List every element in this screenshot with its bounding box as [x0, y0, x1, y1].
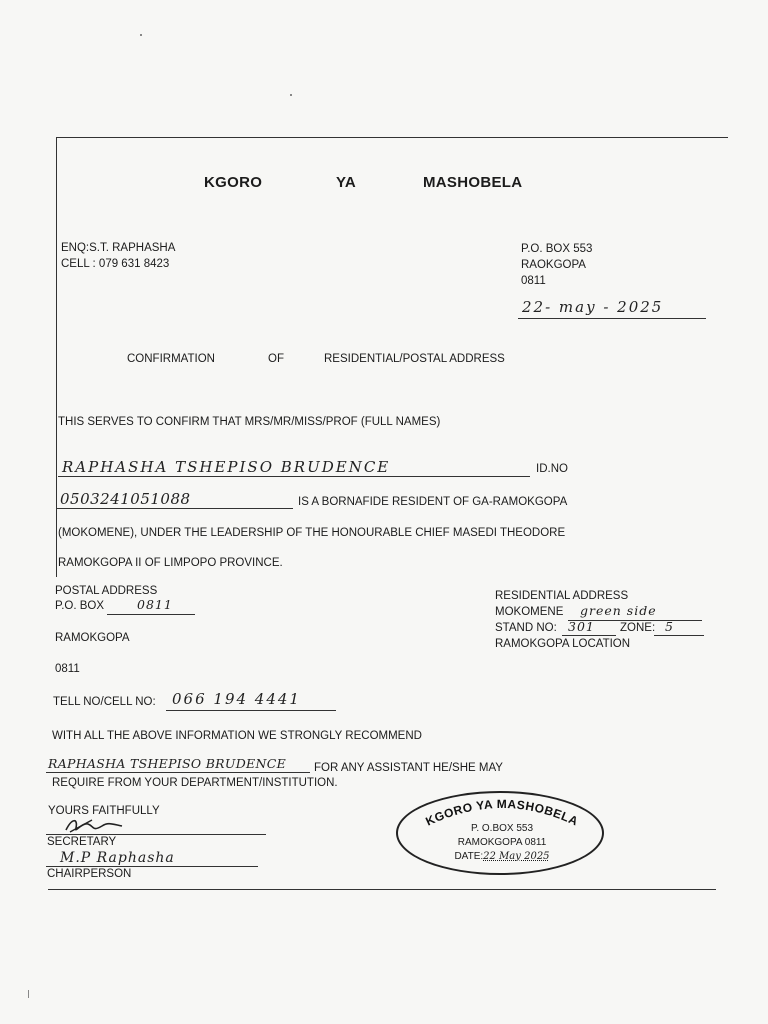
residential-location: RAMOKGOPA LOCATION: [495, 638, 631, 650]
phone-underline: [166, 710, 336, 711]
scan-speck: [290, 94, 292, 96]
frame-bottom-border: [48, 889, 716, 890]
stamp-town: RAMOKGOPA 0811: [457, 837, 547, 848]
title-mashobela: MASHOBELA: [423, 174, 523, 191]
secretary-signature-line: [46, 834, 266, 835]
office-code: 0811: [521, 275, 546, 287]
secretary-label: SECRETARY: [47, 836, 117, 848]
subject-address: RESIDENTIAL/POSTAL ADDRESS: [324, 353, 505, 365]
handwritten-date: 22- may - 2025: [522, 298, 664, 316]
stamp-box: P. O.BOX 553: [470, 823, 534, 834]
leadership-line: (MOKOMENE), UNDER THE LEADERSHIP OF THE HONOURABLE CHIEF MASEDI THEODORE: [58, 527, 566, 539]
scan-speck: [28, 990, 29, 998]
title-kgoro: KGORO: [204, 174, 263, 191]
recommend-line-3: REQUIRE FROM YOUR DEPARTMENT/INSTITUTION.: [52, 777, 338, 789]
postal-heading: POSTAL ADDRESS: [55, 585, 158, 597]
recommend-tail: FOR ANY ASSISTANT HE/SHE MAY: [314, 762, 503, 774]
phone-label: TELL NO/CELL NO:: [53, 696, 156, 708]
handwritten-area: green side: [580, 603, 657, 618]
handwritten-full-name: RAPHASHA TSHEPISO BRUDENCE: [62, 458, 391, 476]
resident-statement: IS A BORNAFIDE RESIDENT OF GA-RAMOKGOPA: [298, 496, 568, 508]
handwritten-recommended-name: RAPHASHA TSHEPISO BRUDENCE: [48, 756, 287, 771]
province-line: RAMOKGOPA II OF LIMPOPO PROVINCE.: [58, 557, 283, 569]
postal-town: RAMOKGOPA: [55, 632, 130, 644]
stand-underline: [562, 635, 616, 636]
stamp-arc-text: [398, 793, 606, 877]
postal-box-label: P.O. BOX: [55, 600, 105, 612]
frame-left-border: [56, 137, 57, 577]
handwritten-phone: 066 194 4441: [172, 690, 301, 708]
cell-line: CELL : 079 631 8423: [61, 258, 170, 270]
subject-of: OF: [268, 353, 284, 365]
name-underline: [58, 476, 530, 477]
official-stamp: [396, 791, 604, 875]
handwritten-zone: 5: [665, 619, 674, 634]
chairperson-label: CHAIRPERSON: [47, 868, 132, 880]
stamp-date-row: [398, 851, 606, 862]
stamp-date-value: 22 May 2025: [483, 851, 550, 862]
handwritten-id-number: 0503241051088: [60, 490, 191, 508]
residential-area-label: MOKOMENE: [495, 606, 564, 618]
scan-speck: [140, 34, 142, 36]
postal-box-underline: [107, 614, 195, 615]
frame-top-border: [56, 137, 728, 138]
chairperson-signature: M.P Raphasha: [60, 850, 175, 866]
id-underline: [57, 508, 293, 509]
postal-code: 0811: [55, 663, 80, 675]
closing-text: YOURS FAITHFULLY: [48, 805, 160, 817]
date-underline: [518, 318, 706, 319]
stamp-date-label: DATE:: [454, 851, 484, 862]
office-box: P.O. BOX 553: [521, 243, 593, 255]
recommend-underline: [46, 772, 310, 773]
residential-heading: RESIDENTIAL ADDRESS: [495, 590, 629, 602]
enquiry-line: ENQ:S.T. RAPHASHA: [61, 242, 176, 254]
handwritten-stand: 301: [568, 619, 595, 634]
stand-label: STAND NO:: [495, 622, 557, 634]
secretary-signature: [62, 814, 132, 836]
office-town: RAOKGOPA: [521, 259, 586, 271]
title-ya: YA: [336, 174, 357, 191]
id-label: ID.NO: [536, 463, 568, 475]
zone-underline: [654, 635, 704, 636]
handwritten-postal-box: 0811: [137, 597, 173, 612]
confirm-intro: THIS SERVES TO CONFIRM THAT MRS/MR/MISS/PROF (FULL NAMES): [58, 416, 441, 428]
chairperson-signature-line: [46, 866, 258, 867]
recommend-line: WITH ALL THE ABOVE INFORMATION WE STRONGLY RECOMMEND: [52, 730, 422, 742]
zone-label: ZONE:: [620, 622, 656, 634]
subject-confirmation: CONFIRMATION: [127, 353, 215, 365]
svg-text:KGORO YA MASHOBELA: KGORO YA MASHOBELA: [423, 796, 581, 829]
